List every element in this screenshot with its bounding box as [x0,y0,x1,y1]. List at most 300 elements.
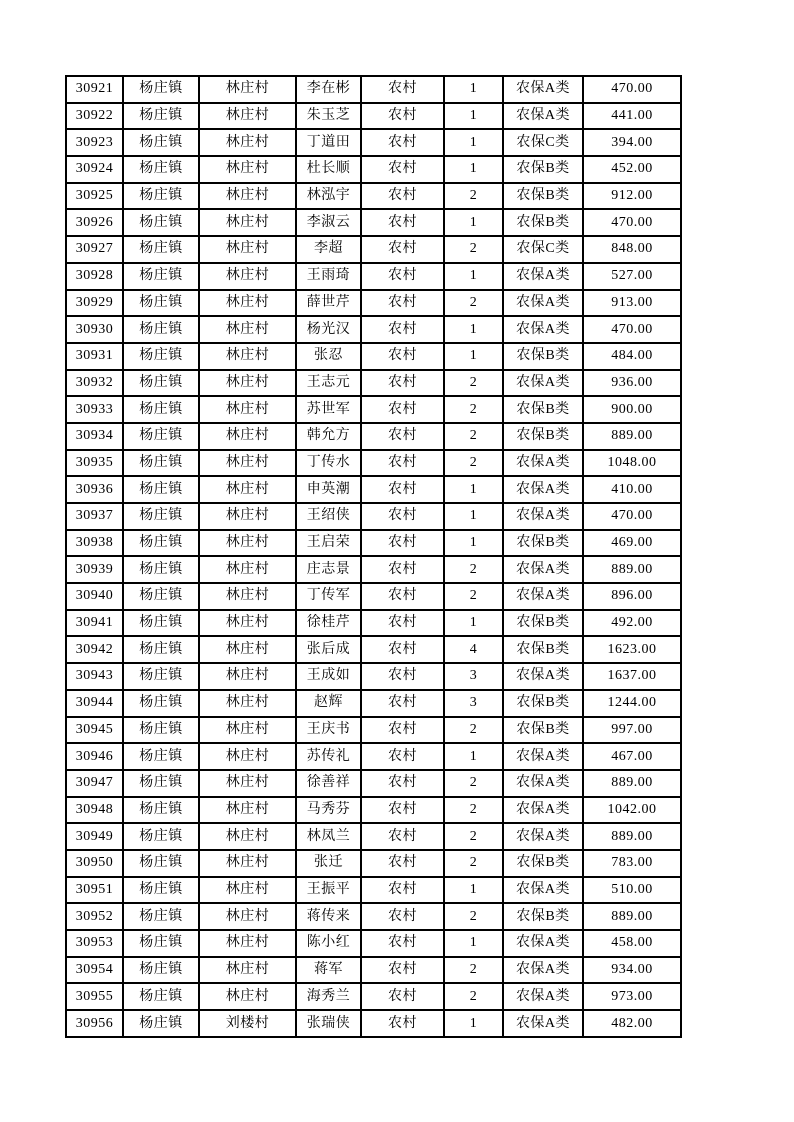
table-cell: 杨庄镇 [123,636,199,663]
table-cell: 杨庄镇 [123,423,199,450]
table-cell: 杜长顺 [296,156,361,183]
table-row [66,156,681,183]
table-cell: 农保B类 [503,209,583,236]
table-cell: 848.00 [583,236,681,263]
table-cell: 农村 [361,556,444,583]
table-cell: 农保A类 [503,290,583,317]
table-cell: 林庄村 [199,930,296,957]
table-cell: 2 [444,957,503,984]
table-cell: 1 [444,103,503,130]
table-cell: 30923 [66,129,123,156]
table-cell: 394.00 [583,129,681,156]
table-cell: 30926 [66,209,123,236]
table-cell: 889.00 [583,423,681,450]
table-cell: 1 [444,1010,503,1037]
table-cell: 936.00 [583,370,681,397]
table-cell: 441.00 [583,103,681,130]
table-cell: 农村 [361,663,444,690]
table-cell: 林庄村 [199,903,296,930]
table-cell: 农保A类 [503,476,583,503]
table-row [66,343,681,370]
table-cell: 410.00 [583,476,681,503]
table-cell: 30932 [66,370,123,397]
table-cell: 农村 [361,610,444,637]
table-cell: 1 [444,209,503,236]
table-row [66,930,681,957]
table-cell: 杨庄镇 [123,450,199,477]
table-row [66,450,681,477]
table-cell: 1 [444,316,503,343]
table-cell: 30933 [66,396,123,423]
table-cell: 农保B类 [503,717,583,744]
table-cell: 农村 [361,316,444,343]
table-cell: 农保A类 [503,583,583,610]
table-cell: 韩允方 [296,423,361,450]
table-cell: 杨庄镇 [123,476,199,503]
table-cell: 2 [444,556,503,583]
table-row [66,503,681,530]
table-row [66,396,681,423]
table-cell: 林庄村 [199,343,296,370]
table-cell: 458.00 [583,930,681,957]
table-cell: 杨庄镇 [123,290,199,317]
table-cell: 农村 [361,957,444,984]
table-cell: 农村 [361,423,444,450]
table-cell: 林庄村 [199,76,296,103]
table-cell: 3 [444,690,503,717]
table-cell: 30947 [66,770,123,797]
table-cell: 林庄村 [199,770,296,797]
table-cell: 889.00 [583,903,681,930]
table-cell: 469.00 [583,530,681,557]
table-cell: 1637.00 [583,663,681,690]
table-cell: 2 [444,450,503,477]
table-cell: 2 [444,983,503,1010]
table-cell: 杨庄镇 [123,770,199,797]
table-cell: 农保A类 [503,103,583,130]
table-cell: 农村 [361,503,444,530]
table-cell: 林庄村 [199,957,296,984]
table-cell: 王庆书 [296,717,361,744]
table-cell: 杨庄镇 [123,797,199,824]
table-cell: 2 [444,290,503,317]
table-row [66,476,681,503]
table-cell: 杨光汉 [296,316,361,343]
table-cell: 30922 [66,103,123,130]
table-cell: 492.00 [583,610,681,637]
table-cell: 张瑞侠 [296,1010,361,1037]
table-cell: 林庄村 [199,103,296,130]
table-cell: 934.00 [583,957,681,984]
table-cell: 杨庄镇 [123,1010,199,1037]
table-cell: 朱玉芝 [296,103,361,130]
table-cell: 农保A类 [503,770,583,797]
table-cell: 783.00 [583,850,681,877]
table-cell: 林庄村 [199,263,296,290]
table-cell: 农保A类 [503,983,583,1010]
table-cell: 30944 [66,690,123,717]
table-cell: 30946 [66,743,123,770]
table-cell: 农村 [361,823,444,850]
table-cell: 林庄村 [199,450,296,477]
table-cell: 2 [444,370,503,397]
table-cell: 林庄村 [199,209,296,236]
table-cell: 1623.00 [583,636,681,663]
table-cell: 杨庄镇 [123,370,199,397]
table-cell: 农村 [361,583,444,610]
table-cell: 农保B类 [503,636,583,663]
table-cell: 杨庄镇 [123,877,199,904]
table-cell: 农村 [361,103,444,130]
table-cell: 30927 [66,236,123,263]
table-cell: 1 [444,343,503,370]
table-cell: 30951 [66,877,123,904]
table-cell: 农保A类 [503,503,583,530]
table-cell: 庄志景 [296,556,361,583]
table-cell: 1042.00 [583,797,681,824]
table-cell: 王启荣 [296,530,361,557]
table-row [66,129,681,156]
table-cell: 30950 [66,850,123,877]
table-cell: 997.00 [583,717,681,744]
table-cell: 30952 [66,903,123,930]
table-cell: 林凤兰 [296,823,361,850]
table-cell: 30924 [66,156,123,183]
table-cell: 杨庄镇 [123,236,199,263]
table-cell: 陈小红 [296,930,361,957]
table-cell: 农保C类 [503,236,583,263]
table-cell: 李在彬 [296,76,361,103]
table-cell: 杨庄镇 [123,850,199,877]
table-cell: 4 [444,636,503,663]
table-cell: 30935 [66,450,123,477]
table-cell: 徐桂芹 [296,610,361,637]
table-cell: 农村 [361,236,444,263]
table-cell: 杨庄镇 [123,556,199,583]
table-body [66,76,681,1037]
table-row [66,823,681,850]
table-cell: 林庄村 [199,236,296,263]
table-cell: 30956 [66,1010,123,1037]
table-cell: 林庄村 [199,129,296,156]
table-row [66,530,681,557]
table-cell: 2 [444,850,503,877]
table-row [66,370,681,397]
table-cell: 30941 [66,610,123,637]
table-cell: 马秀芬 [296,797,361,824]
table-cell: 农保A类 [503,450,583,477]
table-cell: 农保A类 [503,76,583,103]
table-row [66,983,681,1010]
table-cell: 484.00 [583,343,681,370]
table-cell: 林庄村 [199,370,296,397]
table-cell: 1 [444,476,503,503]
table-cell: 海秀兰 [296,983,361,1010]
table-row [66,290,681,317]
table-cell: 470.00 [583,316,681,343]
table-cell: 杨庄镇 [123,930,199,957]
table-cell: 30955 [66,983,123,1010]
table-cell: 农保B类 [503,610,583,637]
table-cell: 林庄村 [199,530,296,557]
table-row [66,556,681,583]
table-cell: 杨庄镇 [123,743,199,770]
table-cell: 农村 [361,156,444,183]
table-cell: 李超 [296,236,361,263]
table-cell: 农村 [361,983,444,1010]
table-cell: 农村 [361,476,444,503]
table-cell: 农保A类 [503,316,583,343]
table-cell: 452.00 [583,156,681,183]
table-cell: 30948 [66,797,123,824]
table-cell: 林庄村 [199,583,296,610]
table-cell: 林庄村 [199,850,296,877]
table-cell: 蒋军 [296,957,361,984]
table-row [66,1010,681,1037]
table-cell: 农村 [361,396,444,423]
table-cell: 2 [444,823,503,850]
table-cell: 农保B类 [503,396,583,423]
table-row [66,610,681,637]
table-cell: 1048.00 [583,450,681,477]
table-cell: 林庄村 [199,290,296,317]
table-cell: 1 [444,930,503,957]
table-cell: 农村 [361,770,444,797]
table-cell: 农村 [361,743,444,770]
table-cell: 30949 [66,823,123,850]
table-row [66,316,681,343]
table-cell: 农村 [361,530,444,557]
table-cell: 林庄村 [199,717,296,744]
table-cell: 农保A类 [503,957,583,984]
table-cell: 杨庄镇 [123,530,199,557]
table-cell: 农村 [361,636,444,663]
table-row [66,263,681,290]
table-cell: 1 [444,76,503,103]
table-cell: 2 [444,183,503,210]
table-cell: 1 [444,743,503,770]
table-row [66,770,681,797]
table-cell: 农保A类 [503,797,583,824]
table-cell: 1 [444,877,503,904]
table-row [66,663,681,690]
table-cell: 30938 [66,530,123,557]
table-cell: 30940 [66,583,123,610]
table-row [66,236,681,263]
table-cell: 杨庄镇 [123,663,199,690]
table-cell: 30954 [66,957,123,984]
table-cell: 973.00 [583,983,681,1010]
table-cell: 农保A类 [503,930,583,957]
table-cell: 30931 [66,343,123,370]
table-cell: 农保A类 [503,743,583,770]
table-cell: 农村 [361,76,444,103]
table-cell: 农村 [361,850,444,877]
table-cell: 470.00 [583,76,681,103]
table-cell: 林庄村 [199,556,296,583]
table-row [66,877,681,904]
table-cell: 2 [444,396,503,423]
table-cell: 农村 [361,343,444,370]
table-cell: 林庄村 [199,423,296,450]
table-cell: 林庄村 [199,743,296,770]
table-cell: 农村 [361,903,444,930]
table-cell: 889.00 [583,556,681,583]
table-cell: 农保B类 [503,343,583,370]
table-cell: 农保A类 [503,663,583,690]
table-cell: 林庄村 [199,610,296,637]
table-cell: 杨庄镇 [123,76,199,103]
table-cell: 1 [444,263,503,290]
table-cell: 农保B类 [503,183,583,210]
table-cell: 470.00 [583,209,681,236]
table-cell: 889.00 [583,823,681,850]
table-cell: 30945 [66,717,123,744]
table-cell: 30929 [66,290,123,317]
table-cell: 30936 [66,476,123,503]
table-cell: 苏世军 [296,396,361,423]
table-cell: 889.00 [583,770,681,797]
table-row [66,743,681,770]
table-cell: 张忍 [296,343,361,370]
table-cell: 农保A类 [503,1010,583,1037]
table-cell: 林泓宇 [296,183,361,210]
table-cell: 农村 [361,717,444,744]
table-cell: 杨庄镇 [123,396,199,423]
table-cell: 农村 [361,1010,444,1037]
table-cell: 林庄村 [199,690,296,717]
table-cell: 杨庄镇 [123,316,199,343]
beneficiary-table [65,75,682,1038]
table-cell: 丁传军 [296,583,361,610]
table-cell: 林庄村 [199,156,296,183]
table-cell: 农村 [361,797,444,824]
table-cell: 林庄村 [199,316,296,343]
table-cell: 杨庄镇 [123,903,199,930]
table-cell: 896.00 [583,583,681,610]
table-cell: 30930 [66,316,123,343]
table-cell: 2 [444,717,503,744]
table-cell: 农村 [361,690,444,717]
table-cell: 张迁 [296,850,361,877]
table-cell: 王振平 [296,877,361,904]
table-cell: 林庄村 [199,983,296,1010]
table-cell: 1 [444,156,503,183]
table-cell: 30943 [66,663,123,690]
table-cell: 申英潮 [296,476,361,503]
table-cell: 482.00 [583,1010,681,1037]
table-cell: 30934 [66,423,123,450]
table-row [66,690,681,717]
table-cell: 1 [444,503,503,530]
table-cell: 林庄村 [199,636,296,663]
table-cell: 张后成 [296,636,361,663]
table-row [66,717,681,744]
table-cell: 农保C类 [503,129,583,156]
table-cell: 2 [444,770,503,797]
table-cell: 王雨琦 [296,263,361,290]
table-cell: 30921 [66,76,123,103]
table-cell: 1 [444,610,503,637]
table-cell: 2 [444,797,503,824]
table-cell: 林庄村 [199,877,296,904]
table-cell: 913.00 [583,290,681,317]
table-cell: 林庄村 [199,503,296,530]
table-cell: 农保A类 [503,263,583,290]
table-cell: 农村 [361,930,444,957]
table-cell: 薛世芹 [296,290,361,317]
table-cell: 丁道田 [296,129,361,156]
table-cell: 林庄村 [199,663,296,690]
table-cell: 杨庄镇 [123,983,199,1010]
table-cell: 1 [444,530,503,557]
table-cell: 杨庄镇 [123,209,199,236]
table-row [66,209,681,236]
table-cell: 2 [444,423,503,450]
table-cell: 农保B类 [503,423,583,450]
table-cell: 农村 [361,370,444,397]
table-cell: 农村 [361,129,444,156]
table-cell: 30925 [66,183,123,210]
table-cell: 农保A类 [503,877,583,904]
table-row [66,850,681,877]
table-cell: 蒋传来 [296,903,361,930]
table-cell: 农村 [361,263,444,290]
table-cell: 30942 [66,636,123,663]
table-cell: 30939 [66,556,123,583]
table-cell: 30928 [66,263,123,290]
table-cell: 林庄村 [199,183,296,210]
table-cell: 农保B类 [503,903,583,930]
table-cell: 2 [444,903,503,930]
table-cell: 467.00 [583,743,681,770]
table-cell: 杨庄镇 [123,610,199,637]
table-cell: 杨庄镇 [123,103,199,130]
table-cell: 农村 [361,209,444,236]
table-row [66,183,681,210]
table-cell: 林庄村 [199,797,296,824]
table-cell: 30937 [66,503,123,530]
table-cell: 1244.00 [583,690,681,717]
table-cell: 农保A类 [503,370,583,397]
table-cell: 林庄村 [199,396,296,423]
table-cell: 杨庄镇 [123,583,199,610]
table-cell: 李淑云 [296,209,361,236]
table-cell: 2 [444,236,503,263]
table-cell: 王成如 [296,663,361,690]
table-cell: 农保A类 [503,556,583,583]
table-cell: 杨庄镇 [123,263,199,290]
table-cell: 农村 [361,877,444,904]
table-cell: 林庄村 [199,476,296,503]
table-row [66,423,681,450]
table-cell: 苏传礼 [296,743,361,770]
table-row [66,957,681,984]
table-cell: 527.00 [583,263,681,290]
table-row [66,797,681,824]
table-cell: 30953 [66,930,123,957]
table-cell: 农村 [361,290,444,317]
table-cell: 王绍侠 [296,503,361,530]
table-cell: 912.00 [583,183,681,210]
table-row [66,103,681,130]
table-cell: 丁传水 [296,450,361,477]
table-cell: 杨庄镇 [123,156,199,183]
table-row [66,903,681,930]
table-cell: 农保B类 [503,530,583,557]
table-cell: 3 [444,663,503,690]
table-row [66,636,681,663]
